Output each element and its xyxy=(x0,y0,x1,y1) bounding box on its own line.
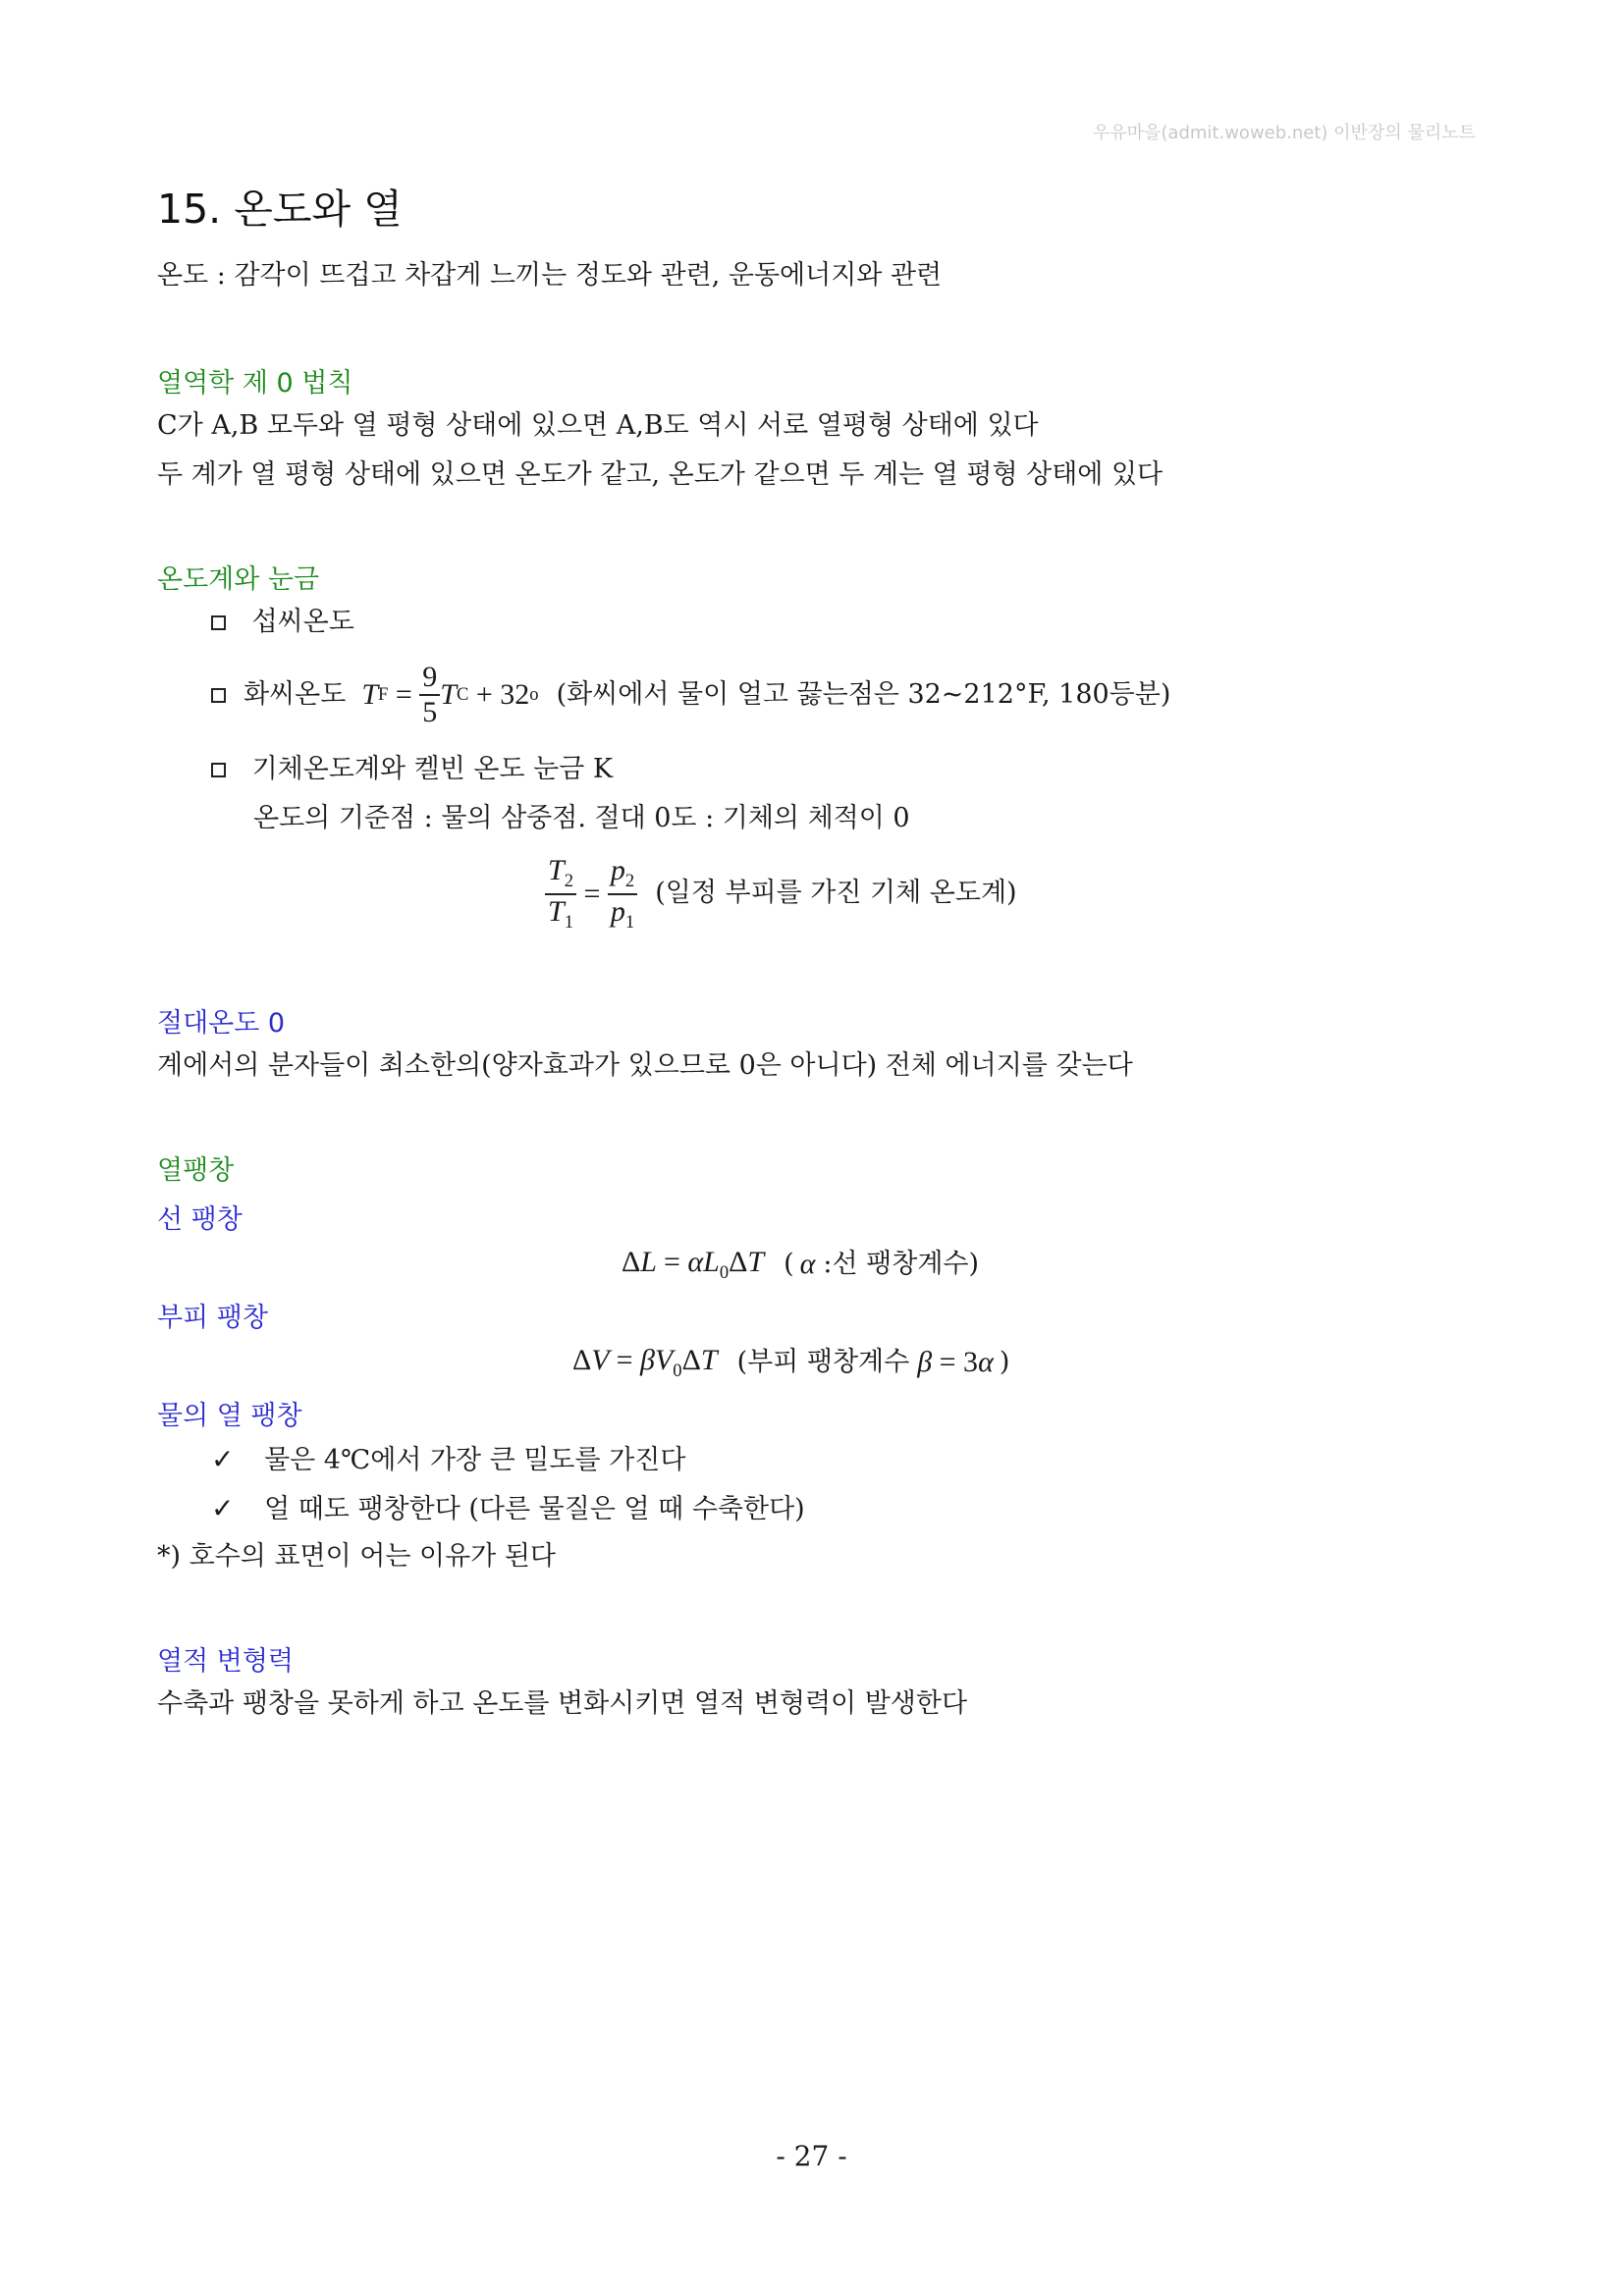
thermometer-heading: 온도계와 눈금 xyxy=(157,564,320,595)
gas-thermometer-note: (일정 부피를 가진 기체 온도계) xyxy=(655,878,1017,909)
zeroth-law-line-1: C가 A,B 모두와 열 평형 상태에 있으면 A,B도 역시 서로 열평형 상태에 있다 xyxy=(157,410,1039,441)
list-item xyxy=(211,607,354,638)
water-expansion-heading: 물의 열 팽창 xyxy=(157,1401,302,1431)
fahrenheit-note: (화씨에서 물이 얼고 끓는점은 32~212°F, 180등분) xyxy=(556,678,1171,710)
intro-text: 온도 : 감각이 뜨겁고 차갑게 느끼는 정도와 관련, 운동에너지와 관련 xyxy=(157,260,943,291)
list-item xyxy=(211,1443,685,1476)
thermal-stress-text: 수축과 팽창을 못하게 하고 온도를 변화시키면 열적 변형력이 발생한다 xyxy=(157,1688,968,1719)
page-number: - 27 - xyxy=(776,2140,847,2172)
absolute-zero-text: 계에서의 분자들이 최소한의(양자효과가 있으므로 0은 아니다) 전체 에너지를 갖는다 xyxy=(157,1050,1133,1081)
linear-expansion-heading: 선 팽창 xyxy=(157,1204,243,1235)
checkmark-icon: ✓ xyxy=(211,1443,235,1475)
fahrenheit-formula: T F = $\frac{9}{5}$ T C + 32 o xyxy=(361,661,539,728)
list-item xyxy=(211,754,613,785)
volume-expansion-formula-row: $\Delta V = \beta V_0\Delta T$ (부피 팽창계수 β = 3α ) xyxy=(572,1344,1010,1381)
zeroth-law-line-2: 두 계가 열 평형 상태에 있으면 온도가 같고, 온도가 같으면 두 계는 열 평형 상태에 있다 xyxy=(157,459,1163,490)
expansion-heading: 열팽창 xyxy=(157,1155,235,1186)
checkbox-square-icon xyxy=(211,763,226,777)
kelvin-label: 기체온도계와 켈빈 온도 눈금 K xyxy=(251,754,614,784)
checkbox-square-icon xyxy=(211,688,226,703)
page-title: 15. 온도와 열 xyxy=(157,186,403,233)
linear-expansion-note: 선 팽창계수) xyxy=(832,1248,980,1279)
absolute-zero-heading: 절대온도 0 xyxy=(157,1008,286,1039)
header-watermark: 우유마을(admit.woweb.net) 이반장의 물리노트 xyxy=(1092,123,1476,143)
volume-expansion-heading: 부피 팽창 xyxy=(157,1303,268,1333)
kelvin-detail: 온도의 기준점 : 물의 삼중점. 절대 0도 : 기체의 체적이 0 xyxy=(253,803,910,833)
gas-thermometer-formula-row xyxy=(545,856,1017,932)
volume-expansion-note: (부피 팽창계수 xyxy=(736,1346,910,1377)
alpha-symbol: α xyxy=(799,1248,816,1281)
beta-relation: β = 3α xyxy=(917,1346,994,1379)
gas-thermometer-formula: $\frac{T_2}{T_1}$ = $\frac{p_2}{p_1}$ xyxy=(545,856,637,932)
water-item-1: 물은 4℃에서 가장 큰 밀도를 가진다 xyxy=(264,1445,686,1475)
fahrenheit-label: 화씨온도 xyxy=(243,678,347,710)
volume-expansion-formula: $\Delta V = \beta V_0\Delta T$ xyxy=(572,1344,718,1381)
linear-expansion-formula-row: $\Delta L = \alpha L_0\Delta T$ ( α : 선 팽창계수) xyxy=(622,1246,980,1283)
water-item-2: 얼 때도 팽창한다 (다른 물질은 얼 때 수축한다) xyxy=(264,1494,805,1524)
checkbox-square-icon xyxy=(211,615,226,630)
water-footnote: *) 호수의 표면이 어는 이유가 된다 xyxy=(157,1541,557,1572)
list-item xyxy=(211,663,1170,727)
checkmark-icon: ✓ xyxy=(211,1492,235,1524)
thermal-stress-heading: 열적 변형력 xyxy=(157,1646,294,1677)
celsius-label: 섭씨온도 xyxy=(251,607,354,637)
list-item xyxy=(211,1492,805,1525)
linear-expansion-formula: $\Delta L = \alpha L_0\Delta T$ xyxy=(622,1246,765,1283)
zeroth-law-heading: 열역학 제 0 법칙 xyxy=(157,368,353,399)
